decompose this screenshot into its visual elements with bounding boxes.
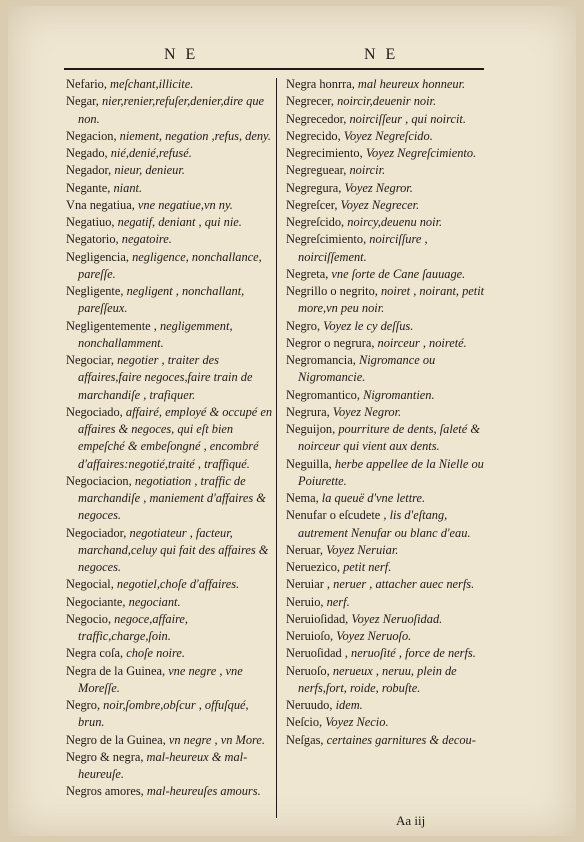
definition: negligemment, nonchallamment.	[78, 318, 233, 350]
headword: Negrura,	[286, 404, 333, 419]
dictionary-entry	[286, 93, 494, 110]
dictionary-entry	[66, 162, 274, 179]
dictionary-entry	[286, 628, 494, 645]
headword: Nefario,	[66, 77, 111, 91]
dictionary-entry	[66, 93, 274, 128]
headword: Negromancia,	[286, 353, 359, 367]
dictionary-entry	[286, 663, 494, 698]
left-column	[66, 76, 274, 801]
dictionary-entry	[286, 145, 494, 162]
headword: Nema,	[286, 491, 322, 505]
definition: Voyez Negrecer.	[340, 197, 420, 212]
definition: neruer , attacher auec nerfs.	[333, 577, 475, 592]
definition: noirceur , noireté.	[377, 335, 467, 350]
headword: Neſcio,	[286, 715, 326, 730]
dictionary-entry	[66, 145, 274, 162]
dictionary-entry	[66, 732, 274, 749]
headword: Vna negatiua,	[66, 197, 138, 212]
dictionary-entry	[286, 559, 494, 576]
headword: Neſgas,	[286, 732, 327, 747]
headword: Negrecido,	[286, 128, 344, 143]
dictionary-entry	[66, 283, 274, 318]
headword: Negatorio,	[66, 232, 122, 247]
dictionary-entry	[286, 490, 494, 507]
definition: nié,denié,refusé.	[110, 146, 192, 160]
dictionary-entry	[66, 663, 274, 698]
dictionary-entry	[66, 594, 274, 611]
definition: Voyez Negror.	[332, 404, 402, 419]
headword: Negocio,	[66, 611, 115, 626]
running-head-left: N E	[164, 46, 199, 63]
headword: Negociante,	[66, 594, 129, 609]
dictionary-entry	[286, 542, 494, 559]
definition: vn negre , vn More.	[168, 732, 265, 747]
headword: Neruiar ,	[286, 577, 334, 592]
definition: vne ſorte de Cane ſauuage.	[331, 266, 466, 281]
dictionary-entry	[66, 214, 274, 231]
dictionary-entry	[286, 283, 494, 318]
dictionary-entry	[286, 197, 494, 214]
headword: Negado,	[66, 146, 111, 160]
headword: Negror o negrura,	[286, 335, 378, 350]
definition: nerueux , neruu, plein de nerfs,fort, roide, robuſte.	[298, 663, 457, 695]
headword: Negro & negra,	[66, 749, 147, 764]
headword: Negra de la Guinea,	[66, 663, 169, 678]
headword: Negros amores,	[66, 784, 147, 799]
dictionary-entry	[286, 714, 494, 731]
definition: noircir,deuenir noir.	[337, 94, 437, 109]
dictionary-entry	[286, 231, 494, 266]
signature-mark: Aa iij	[396, 813, 426, 828]
dictionary-entry	[286, 576, 494, 593]
definition: Voyez Neruoſo.	[336, 629, 412, 643]
header-rule	[64, 68, 484, 70]
dictionary-entry	[66, 473, 274, 525]
headword: Negro,	[66, 698, 104, 712]
definition: neruoſité , force de nerfs.	[351, 646, 476, 661]
headword: Negreta,	[286, 266, 332, 281]
definition: Nigromantien.	[363, 387, 435, 402]
headword: Negrillo o negrito,	[286, 284, 381, 298]
dictionary-entry	[286, 404, 494, 421]
dictionary-entry	[286, 611, 494, 628]
dictionary-entry	[66, 783, 274, 800]
headword: Negacion,	[66, 128, 120, 143]
headword: Negregura,	[286, 180, 345, 195]
dictionary-entry	[286, 111, 494, 128]
column-divider	[276, 78, 277, 818]
definition: affairé, employé & occupé en affaires & negoces, qui eſt bien empeſché & embeſongné , encombré d'affaires:negotié,traité , traffiqué.	[78, 404, 273, 471]
headword: Negro,	[286, 318, 324, 333]
definition: Voyez Neruoſidad.	[351, 611, 443, 626]
dictionary-entry	[286, 594, 494, 611]
definition: negatif, deniant , qui nie.	[117, 215, 242, 229]
headword: Negromantico,	[286, 387, 364, 402]
dictionary-entry	[66, 576, 274, 593]
definition: negligence, nonchallance, pareſſe.	[78, 249, 262, 281]
definition: negotiation , traffic de marchandiſe , maniement d'affaires & negoces.	[78, 473, 266, 523]
definition: pourriture de dents, ſaleté & noirceur qui vient aux dents.	[298, 422, 480, 454]
definition: negoce,affaire, traffic,charge,ſoin.	[78, 611, 189, 643]
definition: Voyez Neruiar.	[326, 542, 399, 557]
dictionary-entry	[286, 318, 494, 335]
dictionary-entry	[66, 645, 274, 662]
dictionary-entry	[286, 128, 494, 145]
dictionary-entry	[286, 507, 494, 542]
headword: Negociacion,	[66, 473, 135, 488]
definition: nerf.	[326, 594, 350, 609]
definition: certaines garnitures & decou-	[326, 732, 476, 747]
dictionary-entry	[286, 697, 494, 714]
definition: noircy,deuenu noir.	[347, 215, 443, 229]
definition: negligent , nonchallant, pareſſeux.	[78, 284, 245, 316]
definition: Nigromance ou Nigromancie.	[298, 353, 436, 385]
definition: noiret , noirant, petit more,vn peu noir.	[298, 284, 485, 316]
definition: niant.	[113, 180, 143, 195]
headword: Negrecedor,	[286, 111, 350, 126]
dictionary-entry	[66, 611, 274, 646]
headword: Neruioſidad,	[286, 611, 352, 626]
headword: Negatiuo,	[66, 215, 118, 229]
headword: Negra honrra,	[286, 77, 358, 91]
definition: Voyez le cy deſſus.	[323, 318, 414, 333]
headword: Negra coſa,	[66, 646, 127, 661]
dictionary-entry	[66, 318, 274, 353]
headword: Negreſcido,	[286, 215, 348, 229]
dictionary-entry	[66, 76, 274, 93]
headword: Negreſcer,	[286, 197, 341, 212]
dictionary-entry	[66, 128, 274, 145]
dictionary-entry	[286, 180, 494, 197]
dictionary-entry	[66, 352, 274, 404]
dictionary-entry	[286, 645, 494, 662]
dictionary-entry	[66, 231, 274, 248]
definition: Voyez Negror.	[344, 180, 413, 195]
headword: Negligentemente ,	[66, 318, 160, 333]
definition: Voyez Negreſcido.	[343, 128, 433, 143]
headword: Negociador,	[66, 525, 130, 540]
dictionary-entry	[66, 697, 274, 732]
definition: noirciſſeur , qui noircit.	[349, 111, 466, 126]
dictionary-entry	[66, 749, 274, 784]
dictionary-entry	[286, 421, 494, 456]
headword: Negociado,	[66, 404, 126, 419]
headword: Neguilla,	[286, 456, 335, 471]
definition: noirciſſure , noirciſſement.	[298, 232, 428, 264]
dictionary-entry	[66, 197, 274, 214]
definition: negociant.	[128, 594, 181, 609]
dictionary-entry	[286, 214, 494, 231]
headword: Negrecer,	[286, 94, 338, 109]
headword: Negreguear,	[286, 163, 350, 178]
dictionary-entry	[286, 76, 494, 93]
dictionary-entry	[286, 162, 494, 179]
right-column	[286, 76, 494, 749]
headword: Negante,	[66, 180, 114, 195]
definition: negotier , traiter des affaires,faire negoces,faire train de marchandiſe , trafiquer.	[78, 353, 253, 402]
definition: Voyez Negreſcimiento.	[365, 146, 477, 160]
headword: Negador,	[66, 163, 115, 178]
headword: Neruioſo,	[286, 629, 337, 643]
definition: vne negatiue,vn ny.	[137, 197, 233, 212]
definition: lis d'eſtang, autrement Nenufar ou blanc d'eau.	[298, 508, 471, 540]
definition: noir,ſombre,obſcur , offuſqué, brun.	[78, 698, 249, 730]
headword: Neruio,	[286, 594, 327, 609]
dictionary-entry	[286, 335, 494, 352]
definition: noircir.	[349, 163, 386, 178]
dictionary-entry	[286, 387, 494, 404]
headword: Negrecimiento,	[286, 146, 366, 160]
headword: Neruudo,	[286, 698, 336, 712]
headword: Neruoſidad ,	[286, 646, 352, 661]
headword: Negligencia,	[66, 249, 133, 264]
dictionary-entry	[286, 456, 494, 491]
definition: niement, negation ,refus, deny.	[119, 128, 271, 143]
definition: choſe noire.	[126, 646, 185, 661]
headword: Negreſcimiento,	[286, 232, 370, 247]
headword: Negro de la Guinea,	[66, 732, 169, 747]
headword: Neruar,	[286, 542, 327, 557]
definition: nier,renier,refuſer,denier,dire que non.	[78, 94, 265, 126]
definition: vne negre , vne Moreſſe.	[78, 663, 243, 695]
dictionary-page	[8, 6, 576, 836]
dictionary-entry	[66, 180, 274, 197]
headword: Neruoſo,	[286, 663, 333, 678]
definition: negatoire.	[121, 232, 172, 247]
definition: negotiateur , facteur, marchand,celuy qui fait des affaires & negoces.	[78, 525, 269, 574]
dictionary-entry	[286, 732, 494, 749]
definition: mal heureux honneur.	[357, 77, 466, 91]
headword: Nenufar o eſcudete ,	[286, 508, 390, 523]
dictionary-entry	[66, 525, 274, 577]
definition: negotiel,choſe d'affaires.	[116, 577, 240, 592]
dictionary-entry	[286, 352, 494, 387]
definition: Voyez Necio.	[325, 715, 389, 730]
running-head-right: N E	[364, 46, 399, 63]
definition: idem.	[335, 698, 363, 712]
headword: Neruezico,	[286, 560, 344, 574]
definition: nieur, denieur.	[114, 163, 185, 178]
definition: petit nerf.	[343, 560, 392, 574]
dictionary-entry	[66, 404, 274, 473]
headword: Negligente,	[66, 284, 127, 298]
headword: Negar,	[66, 94, 102, 109]
headword: Neguijon,	[286, 422, 339, 436]
dictionary-entry	[66, 249, 274, 284]
headword: Negocial,	[66, 577, 117, 592]
definition: mal-heureuſes amours.	[146, 784, 261, 799]
definition: la queuë d'vne lettre.	[321, 491, 426, 505]
definition: herbe appellee de la Nielle ou Poiurette.	[298, 456, 484, 488]
running-head	[64, 46, 484, 66]
definition: meſchant,illicite.	[110, 77, 194, 91]
headword: Negociar,	[66, 353, 118, 367]
definition: mal-heureux & mal-heureuſe.	[78, 749, 248, 781]
dictionary-entry	[286, 266, 494, 283]
